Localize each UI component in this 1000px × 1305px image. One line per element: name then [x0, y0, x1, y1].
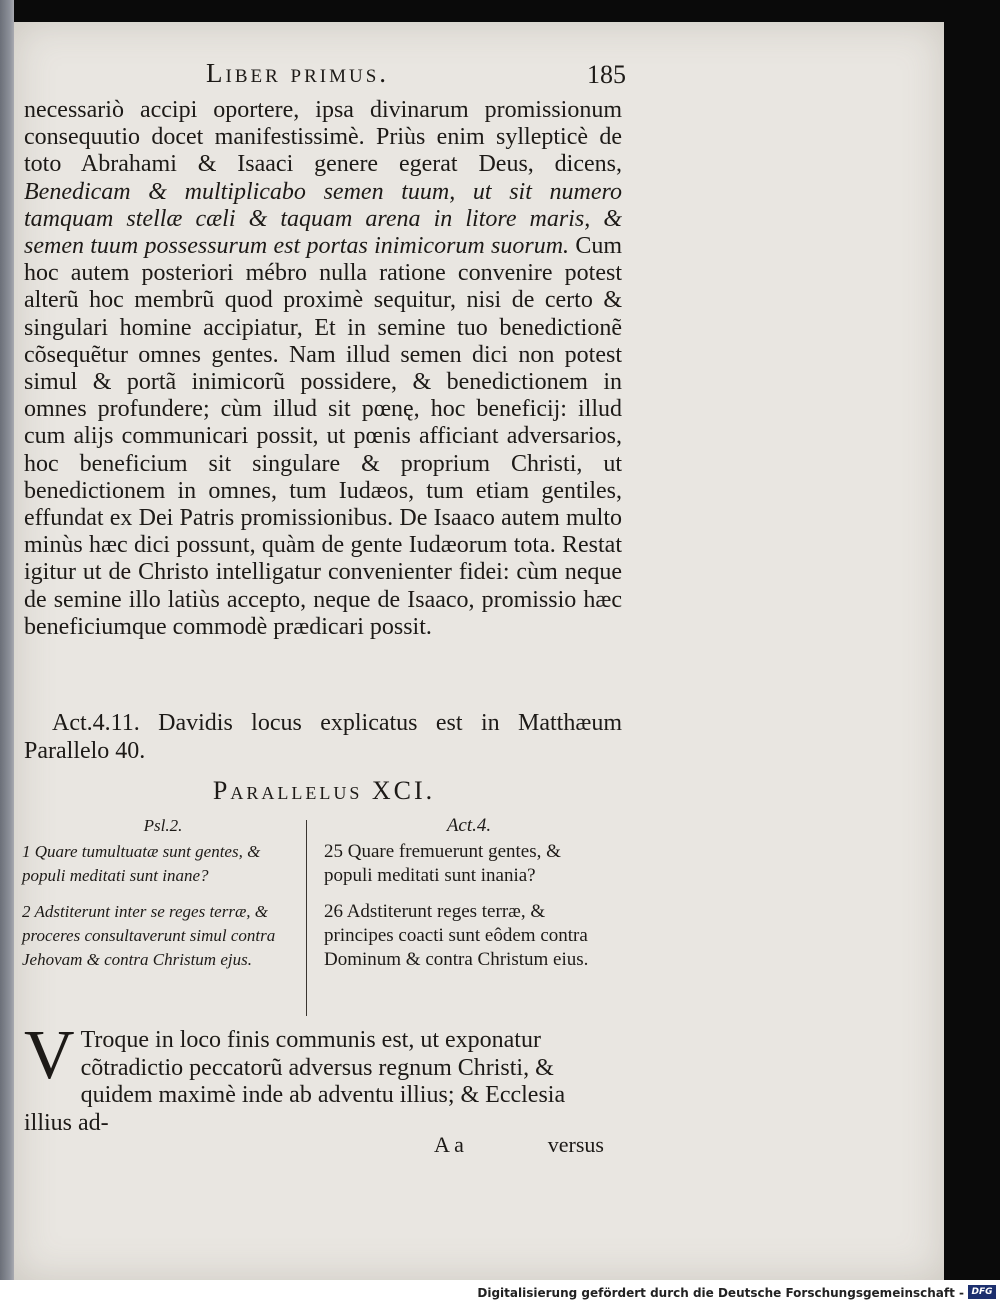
- closing-paragraph: [24, 1017, 594, 1137]
- funding-notice: Digitalisierung gefördert durch die Deutsche Forschungsgemeinschaft -: [477, 1286, 964, 1300]
- column-psalm: [22, 814, 304, 984]
- dfg-logo: DFG: [968, 1285, 996, 1299]
- paragraph-text: necessariò accipi oportere, ipsa divinarum promissionum consequutio docet manifestissimè. Priùs enim syllepticè de toto Abrahami & Isaaci genere egerat Deus, dicens,: [24, 97, 622, 178]
- verse-left-2: 2 Adstiterunt inter se reges terræ, & proceres consultaverunt simul contra Jehovam & contra Christum ejus.: [22, 902, 276, 969]
- verse-left-1: 1 Quare tumultuatæ sunt gentes, & populi meditati sunt inane?: [22, 842, 261, 885]
- column-divider: [306, 820, 307, 1016]
- drop-capital: V: [24, 1017, 75, 1094]
- page-header: [206, 58, 626, 92]
- catchword: versus: [547, 1132, 604, 1157]
- section-heading: Parallelus XCI.: [212, 776, 436, 805]
- parallel-columns: [14, 814, 614, 1024]
- verse-right-2: 26 Adstiterunt reges terræ, & principes coacti sunt eôdem contra Dominum & contra Christum eius.: [324, 901, 589, 970]
- column-acts: [324, 814, 614, 984]
- page-number: 185: [587, 60, 626, 89]
- citation-paragraph: Act.4.11. Davidis locus explicatus est in Matthæum Parallelo 40.: [24, 710, 622, 764]
- page-text-block: [14, 22, 944, 1280]
- signature-mark: A a: [434, 1132, 464, 1157]
- column-heading-right: Act.4.: [446, 815, 492, 836]
- footer-bar: [0, 1280, 1000, 1305]
- book-spine-edge: [0, 0, 14, 1280]
- book-page: [14, 22, 944, 1280]
- paragraph-text-continued: Cum hoc autem posteriori mébro nulla ratione convenire potest alterũ hoc membrũ quod proximè sequitur, nisi de certo & singulari homine accipiatur, Et in semine tuo benedictionẽ cõsequẽtur omnes gentes. Nam illud semen dici non potest simul & portã inimicorũ possidere, & benedictionem in omnes profundere; cùm illud sit pœnę, hoc beneficij: illud cum alijs communicari possit, ut pœnis afficiant adversarios, hoc beneficium sit singulare & proprium Christi, ut benedictionem in omnes, tum Iudæos, tum etiam gentiles, effundat ex Dei Patris promissionibus. De Isaaco autem multo minùs hæc dici possunt, quàm de gente Iudæorum tota. Restat igitur ut de Christo intelligatur convenienter fidei: cùm neque de semine illo latiùs accepto, neque de Isaaco, promissio hæc beneficiumque commodè prædicari possit.: [24, 233, 622, 640]
- verse-right-1: 25 Quare fremuerunt gentes, & populi meditati sunt inania?: [324, 841, 561, 886]
- scripture-quote: Benedicam & multiplicabo semen tuum, ut sit numero tamquam stellæ cæli & taquam arena in litore maris, & semen tuum possessurum est portas inimicorum suorum.: [24, 178, 622, 260]
- body-paragraph: [24, 97, 622, 641]
- column-heading-left: Psl.2.: [143, 816, 183, 835]
- running-head: Liber primus.: [206, 58, 390, 88]
- closing-text: Troque in loco finis communis est, ut exponatur cõtradictio peccatorũ adversus regnum Christi, & quidem maximè inde ab adventu illius; & Ecclesia illius ad-: [24, 1027, 566, 1136]
